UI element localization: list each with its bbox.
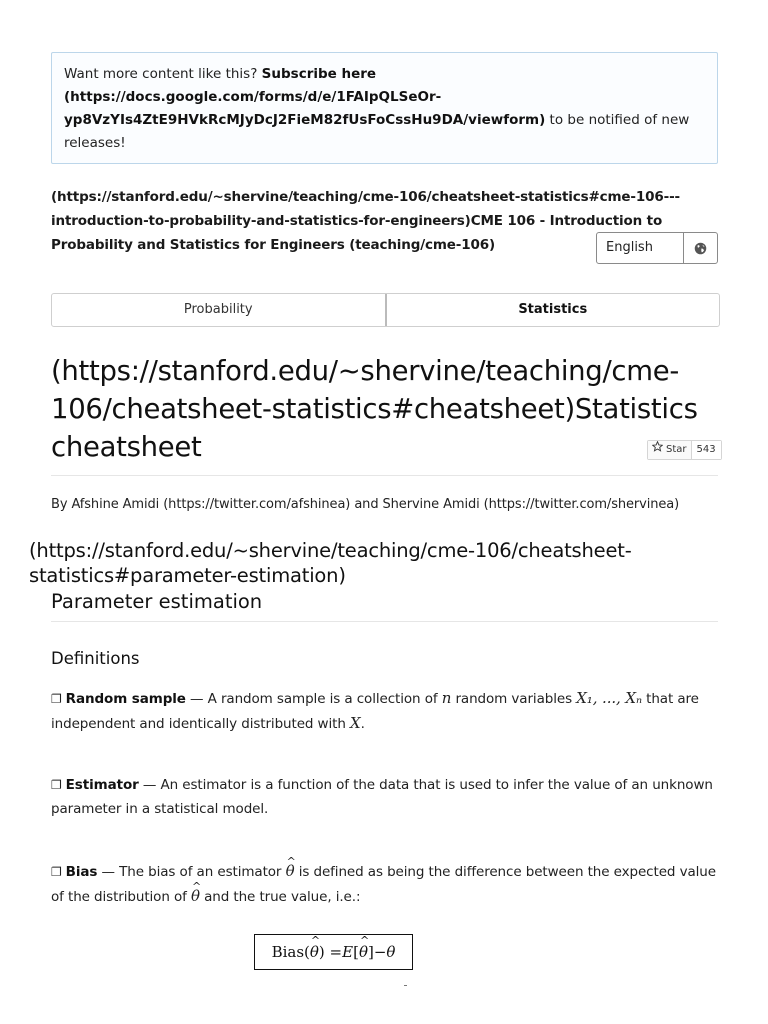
tab-statistics[interactable]: Statistics bbox=[385, 294, 720, 326]
definition-text: — The bias of an estimator bbox=[97, 864, 286, 880]
checkbox-glyph: ❐ bbox=[51, 778, 62, 792]
divider bbox=[51, 475, 718, 476]
notice-prefix: Want more content like this? bbox=[64, 66, 262, 82]
subheading-definitions: Definitions bbox=[51, 649, 140, 668]
notice-suffix: to be notified of new releases! bbox=[64, 112, 690, 151]
formula-expectation: E bbox=[342, 943, 354, 961]
scroll-marker bbox=[404, 985, 407, 986]
star-label: Star bbox=[666, 444, 687, 455]
math-theta-hat: ^ θ bbox=[191, 884, 200, 908]
language-label: English bbox=[606, 240, 653, 255]
tab-probability[interactable]: Probability bbox=[183, 302, 253, 317]
divider bbox=[51, 621, 718, 622]
tab-bar bbox=[51, 293, 720, 327]
definition-bias bbox=[51, 859, 718, 909]
definition-estimator bbox=[51, 773, 718, 821]
formula-bias: Bias( bbox=[271, 943, 310, 961]
definition-random-sample bbox=[51, 686, 718, 736]
definition-text: is defined as being the difference between the expected value of the distribution of bbox=[51, 864, 716, 905]
definition-text: and the true value, i.e.: bbox=[199, 889, 361, 905]
math-x-vars: X₁, ..., Xₙ bbox=[576, 689, 642, 707]
formula-bracket-close: ] bbox=[367, 943, 374, 961]
bias-formula bbox=[254, 934, 413, 970]
star-count[interactable]: 543 bbox=[691, 441, 721, 459]
math-n: n bbox=[441, 689, 452, 707]
subscribe-notice bbox=[51, 52, 718, 164]
definition-text: that are independent and identically distributed with bbox=[51, 691, 699, 732]
definition-text: . bbox=[360, 716, 365, 732]
language-selector[interactable] bbox=[596, 232, 718, 264]
section-title: Parameter estimation bbox=[51, 590, 263, 613]
page-content bbox=[29, 52, 718, 905]
authors-line: By Afshine Amidi (https://twitter.com/afshinea) and Shervine Amidi (https://twitter.com/shervinea) bbox=[51, 497, 680, 512]
formula-theta-hat: ^ θ bbox=[310, 943, 319, 961]
math-x: X bbox=[350, 714, 361, 732]
formula-equals: ) = bbox=[318, 943, 343, 961]
term-bias: Bias bbox=[65, 864, 98, 880]
term-estimator: Estimator bbox=[65, 777, 139, 793]
formula-bracket-open: [ bbox=[353, 943, 359, 961]
definition-text: — A random sample is a collection of bbox=[185, 691, 442, 707]
globe-icon[interactable] bbox=[683, 233, 717, 263]
definition-text: — An estimator is a function of the data that is used to infer the value of an unknown parameter in a statistical model. bbox=[51, 777, 713, 817]
checkbox-glyph: ❐ bbox=[51, 865, 62, 879]
star-button[interactable] bbox=[648, 441, 691, 459]
formula-theta-hat: ^ θ bbox=[359, 943, 368, 961]
formula-theta: θ bbox=[386, 943, 396, 961]
formula-minus: − bbox=[373, 943, 387, 961]
github-star-button[interactable] bbox=[647, 440, 722, 460]
definition-text: random variables bbox=[451, 691, 577, 707]
star-icon bbox=[652, 441, 663, 459]
course-link[interactable]: (https://stanford.edu/~shervine/teaching/cme-106/cheatsheet-statistics#cme-106---introduction-to-probability-and-statistics-for-engineers)CME 106 - Introduction to Probability and Statistics for Engineers (teaching/cme-106) bbox=[51, 189, 680, 253]
term-random-sample: Random sample bbox=[65, 691, 186, 707]
math-theta-hat: ^ θ bbox=[286, 859, 295, 883]
page-title[interactable]: (https://stanford.edu/~shervine/teaching/cme-106/cheatsheet-statistics#cheatsheet)Statistics cheatsheet bbox=[51, 355, 698, 463]
section-anchor-link[interactable]: (https://stanford.edu/~shervine/teaching/cme-106/cheatsheet-statistics#parameter-estimation) bbox=[29, 539, 632, 587]
checkbox-glyph: ❐ bbox=[51, 692, 62, 706]
subscribe-link[interactable]: Subscribe here (https://docs.google.com/forms/d/e/1FAIpQLSeOr-yp8VzYIs4ZtE9HVkRcMJyDcJ2FieM82fUsFoCssHu9DA/viewform) bbox=[64, 66, 546, 128]
